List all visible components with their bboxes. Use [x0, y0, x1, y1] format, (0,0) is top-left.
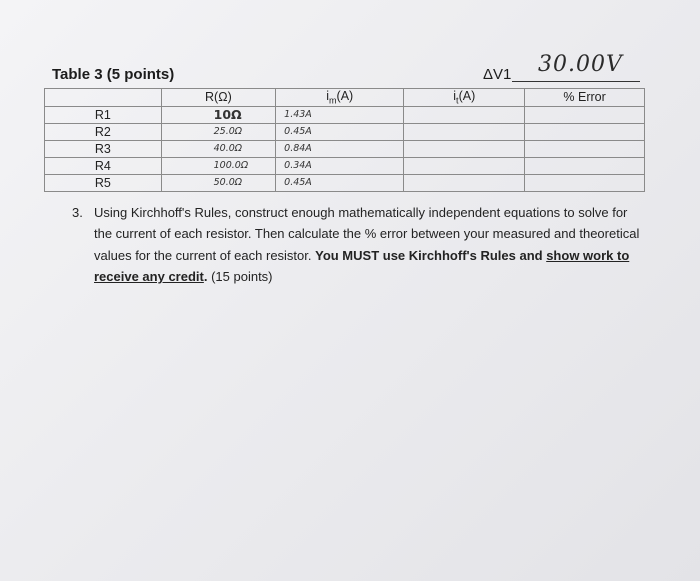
- question-number: 3.: [72, 205, 83, 220]
- question-show-work: show work to receive any credit: [94, 247, 630, 285]
- theoretical-current-cell[interactable]: [404, 123, 525, 140]
- delta-v-label: ΔV1: [483, 66, 512, 83]
- measured-current-value: 0.45A: [276, 123, 404, 140]
- measured-current-value: 0.84A: [276, 140, 404, 157]
- resistance-value: 40.0Ω: [161, 140, 276, 157]
- row-label: R5: [45, 174, 162, 191]
- resistance-value: 10Ω: [161, 106, 276, 123]
- theoretical-current-cell[interactable]: [404, 106, 525, 123]
- resistance-value: 100.0Ω: [161, 157, 276, 174]
- question-3: [72, 202, 642, 288]
- percent-error-cell[interactable]: [525, 106, 645, 123]
- header-percent-error: % Error: [525, 89, 645, 107]
- row-label: R3: [45, 140, 162, 157]
- data-table: [44, 88, 645, 192]
- theoretical-current-cell[interactable]: [404, 174, 525, 191]
- theoretical-current-cell[interactable]: [404, 157, 525, 174]
- table-row: [45, 123, 645, 140]
- question-intro: Using Kirchhoff's Rules, construct enough mathematically independent equations to solve for the current of each resistor. Then calculate the % error between your measured and theoretical values for the current of each resistor.: [94, 205, 640, 263]
- measured-current-value: 1.43A: [276, 106, 404, 123]
- table-row: [45, 174, 645, 191]
- delta-v-value: 30.00V: [538, 52, 623, 77]
- table-title: Table 3 (5 points): [52, 66, 175, 83]
- percent-error-cell[interactable]: [525, 157, 645, 174]
- question-period: .: [203, 269, 208, 285]
- percent-error-cell[interactable]: [525, 174, 645, 191]
- header-blank: [45, 89, 162, 107]
- row-label: R4: [45, 157, 162, 174]
- row-label: R2: [45, 123, 162, 140]
- header-theoretical-current: $i_t(A)$: [404, 89, 525, 107]
- table-row: [45, 157, 645, 174]
- question-text: [94, 202, 642, 288]
- measured-current-value: 0.34A: [276, 157, 404, 174]
- theoretical-current-cell[interactable]: [404, 140, 525, 157]
- percent-error-cell[interactable]: [525, 123, 645, 140]
- delta-v-underline: [512, 81, 640, 82]
- row-label: R1: [45, 106, 162, 123]
- header-resistance: R(Ω): [161, 89, 276, 107]
- question-points: (15 points): [207, 269, 273, 285]
- header-measured-current: $i_m(A)$: [276, 89, 404, 107]
- resistance-value: 25.0Ω: [161, 123, 276, 140]
- table-row: [45, 106, 645, 123]
- resistance-value: 50.0Ω: [161, 174, 276, 191]
- measured-current-value: 0.45A: [276, 174, 404, 191]
- table-row: [45, 140, 645, 157]
- percent-error-cell[interactable]: [525, 140, 645, 157]
- table-header-row: [45, 89, 645, 107]
- question-must-use: You MUST use Kirchhoff's Rules and: [315, 247, 547, 263]
